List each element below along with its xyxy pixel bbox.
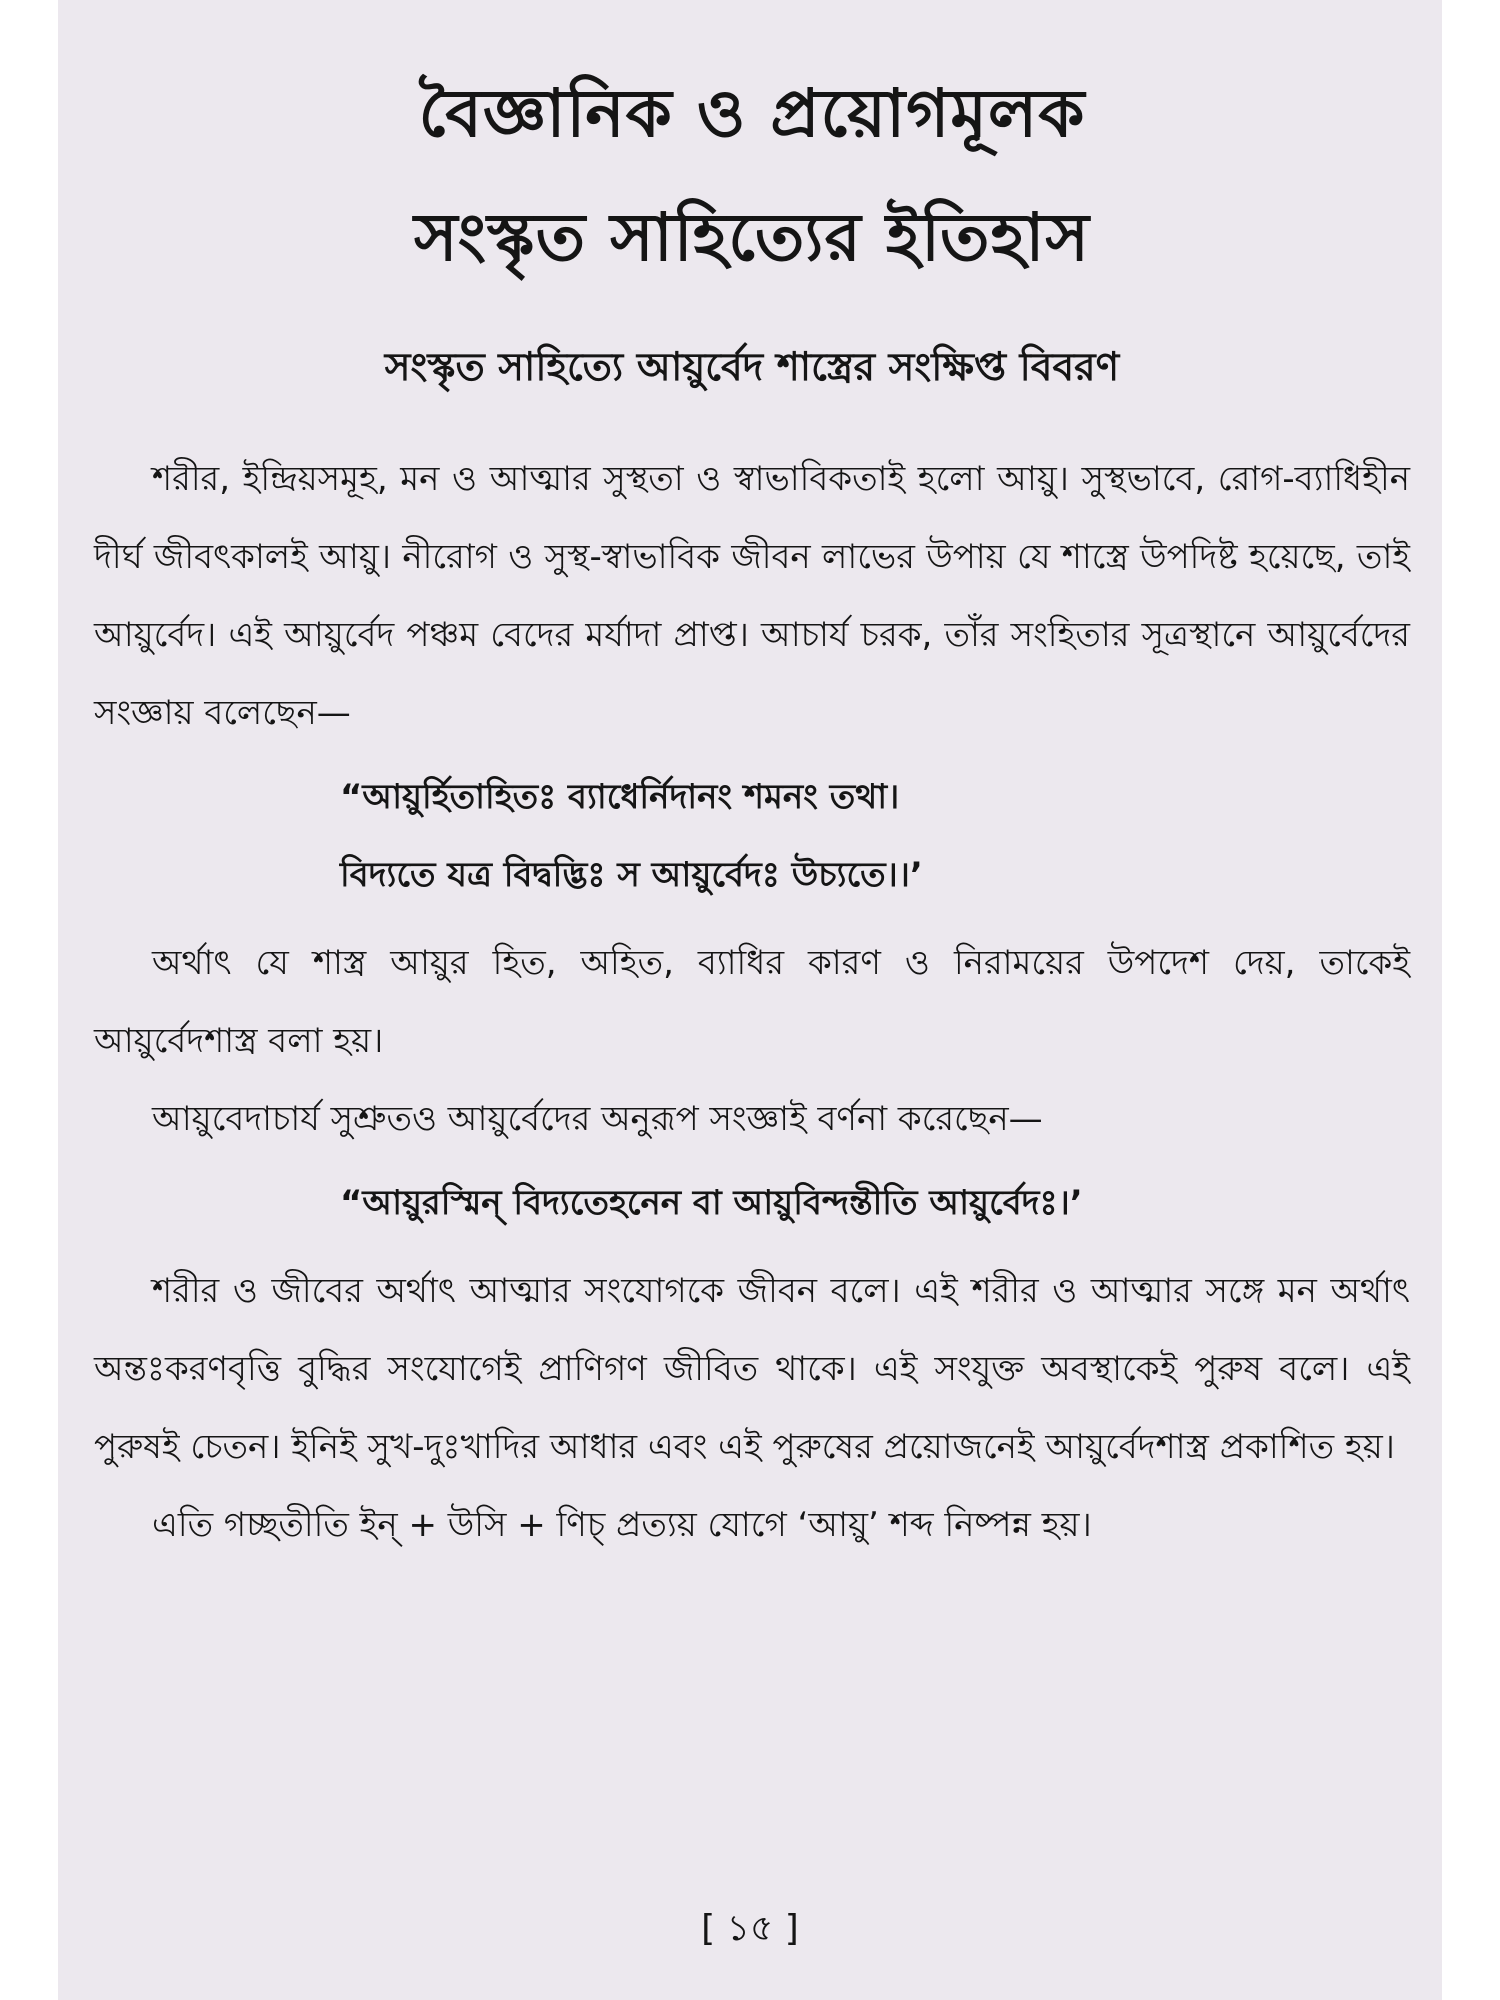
paragraph-4: শরীর ও জীবের অর্থাৎ আত্মার সংযোগকে জীবন বলে। এই শরীর ও আত্মার সঙ্গে মন অর্থাৎ অন্তঃকরণবৃত্তি বুদ্ধির সংযোগেই প্রাণিগণ জীবিত থাকে। এই সংযুক্ত অবস্থাকেই পুরুষ বলে। এই পুরুষই চেতন। ইনিই সুখ-দুঃখাদির আধার এবং এই পুরুষের প্রয়োজনেই আয়ুর্বেদশাস্ত্র প্রকাশিত হয়। — [94, 1271, 1410, 1467]
paragraph-5: এতি গচ্ছতীতি ইন্ + উসি + ণিচ্ প্রত্যয় যোগে ‘আয়ু’ শব্দ নিষ্পন্ন হয়। — [152, 1505, 1092, 1545]
verse-charaka — [94, 758, 1410, 914]
paragraph-3: আয়ুবেদাচার্য সুশ্রুতও আয়ুর্বেদের অনুরূপ সংজ্ঞাই বর্ণনা করেছেন— — [152, 1099, 1043, 1139]
paragraph-2: অর্থাৎ যে শাস্ত্র আয়ুর হিত, অহিত, ব্যাধির কারণ ও নিরাময়ের উপদেশ দেয়, তাকেই আয়ুর্বেদশাস্ত্র বলা হয়। — [94, 943, 1410, 1061]
title-line-2: সংস্কৃত সাহিত্যের ইতিহাস — [414, 199, 1090, 276]
book-page — [58, 0, 1442, 2000]
page-number: [ ১৫ ] — [701, 1908, 799, 1949]
page-title — [94, 0, 1410, 300]
verse-line-1: “আয়ুর্হিতাহিতঃ ব্যাধের্নিদানং শমনং তথা। — [340, 777, 900, 817]
verse-sushruta-line: “আয়ুরস্মিন্ বিদ্যতেহনেন বা আয়ুবিন্দন্তীতি আয়ুর্বেদঃ।’ — [340, 1183, 1083, 1223]
section-heading: সংস্কৃত সাহিত্যে আয়ুর্বেদ শাস্ত্রের সংক্ষিপ্ত বিবরণ — [384, 345, 1120, 390]
title-line-1: বৈজ্ঞানিক ও প্রয়োগমূলক — [418, 75, 1086, 152]
paragraph-1: শরীর, ইন্দ্রিয়সমূহ, মন ও আত্মার সুস্থতা ও স্বাভাবিকতাই হলো আয়ু। সুস্থভাবে, রোগ-ব্যাধিহীন দীর্ঘ জীবৎকালই আয়ু। নীরোগ ও সুস্থ-স্বাভাবিক জীবন লাভের উপায় যে শাস্ত্রে উপদিষ্ট হয়েছে, তাই আয়ুর্বেদ। এই আয়ুর্বেদ পঞ্চম বেদের মর্যাদা প্রাপ্ত। আচার্য চরক, তাঁর সংহিতার সূত্রস্থানে আয়ুর্বেদের সংজ্ঞায় বলেছেন— — [94, 459, 1410, 733]
verse-line-2: বিদ্যতে যত্র বিদ্বদ্ভিঃ স আয়ুর্বেদঃ উচ্যতে।।’ — [340, 855, 923, 895]
verse-sushruta — [94, 1164, 1410, 1242]
